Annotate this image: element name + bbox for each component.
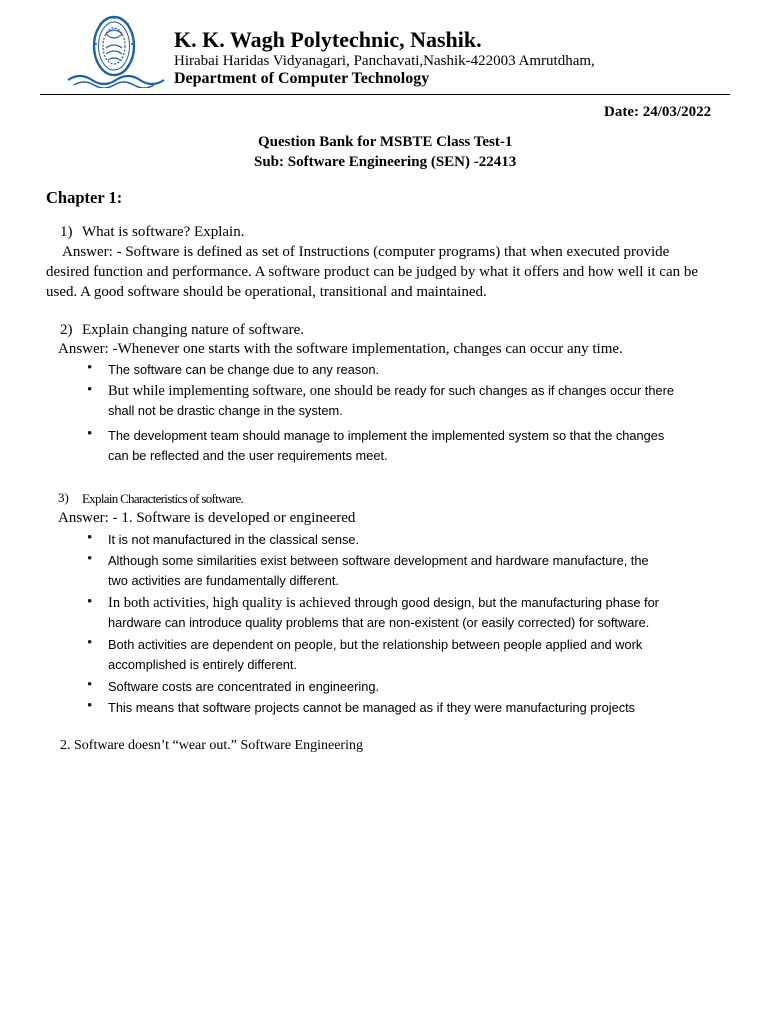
bullet-dot: • — [87, 551, 93, 567]
q1-answer-line-1: Answer: - Software is defined as set of Instructions (computer programs) that when executed provide — [62, 244, 670, 260]
q2-question: Explain changing nature of software. — [82, 322, 305, 338]
document-date: Date: 24/03/2022 — [604, 104, 712, 120]
department-name: Department of Computer Technology — [174, 70, 430, 87]
q2-bullet-2-line-2: shall not be drastic change in the system. — [108, 403, 343, 418]
q3-bullet-3 — [108, 593, 738, 633]
q3-bullet-3-part-b: through good design, but the manufacturing phase for — [354, 595, 659, 610]
bullet-dot: • — [87, 594, 93, 610]
q3-bullet-4-line-1: Both activities are dependent on people, but the relationship between people applied and work — [108, 637, 643, 652]
q2-bullet-3-line-1: The development team should manage to implement the implemented system so that the changes — [108, 428, 665, 443]
q2-answer: Answer: -Whenever one starts with the software implementation, changes can occur any time. — [58, 341, 623, 357]
college-seal-logo-icon — [60, 14, 168, 88]
q2-number: 2) — [60, 322, 73, 338]
q3-bullet-1: It is not manufactured in the classical sense. — [108, 532, 360, 547]
q3-answer: Answer: - 1. Software is developed or engineered — [58, 510, 356, 526]
q2-bullet-2-part-a: But while implementing software, one should — [108, 383, 377, 399]
document-title: Question Bank for MSBTE Class Test-1 — [258, 134, 513, 150]
q3-bullet-4-line-2: accomplished is entirely different. — [108, 657, 297, 672]
q3-bullet-2-line-1: Although some similarities exist between software development and hardware manufacture, the — [108, 553, 649, 568]
q2-bullet-1: The software can be change due to any reason. — [108, 362, 380, 377]
bullet-dot: • — [87, 382, 93, 398]
header-divider — [40, 94, 730, 95]
institute-address: Hirabai Haridas Vidyanagari, Panchavati,Nashik-422003 Amrutdham, — [174, 53, 595, 69]
q1-answer-line-2: desired function and performance. A software product can be judged by what it offers and how well it can be — [46, 264, 699, 280]
q1-number: 1) — [60, 224, 73, 240]
document-subject: Sub: Software Engineering (SEN) -22413 — [254, 154, 517, 170]
bullet-dot: • — [87, 426, 93, 442]
q2-bullet-2 — [108, 381, 738, 421]
q3-question: Explain Characteristics of software. — [82, 491, 244, 506]
chapter-heading: Chapter 1: — [46, 188, 123, 207]
bullet-dot: • — [87, 677, 93, 693]
q2-bullet-2-part-b: be ready for such changes as if changes occur there — [376, 383, 674, 398]
q3-bullet-5: Software costs are concentrated in engineering. — [108, 679, 380, 694]
q3-bullet-2 — [108, 551, 738, 591]
institute-name: K. K. Wagh Polytechnic, Nashik. — [174, 27, 482, 52]
bullet-dot: • — [87, 530, 93, 546]
q3-bullet-3-part-a: In both activities, high quality is achieved — [108, 595, 355, 611]
bullet-dot: • — [87, 360, 93, 376]
q3-bullet-3-line-2: hardware can introduce quality problems that are non-existent (or easily corrected) for software. — [108, 615, 650, 630]
q3-bullet-2-line-2: two activities are fundamentally different. — [108, 573, 339, 588]
q3-number: 3) — [58, 490, 69, 505]
q1-answer-line-3: used. A good software should be operational, transitional and maintained. — [46, 284, 487, 300]
bullet-dot: • — [87, 698, 93, 714]
q3-bullet-6: This means that software projects cannot be managed as if they were manufacturing projects — [108, 700, 636, 715]
q2-bullet-3-line-2: can be reflected and the user requirements meet. — [108, 448, 388, 463]
point-2-text: 2. Software doesn’t “wear out.” Software Engineering — [60, 738, 363, 753]
q3-bullet-4 — [108, 635, 738, 675]
q1-question: What is software? Explain. — [82, 224, 245, 240]
bullet-dot: • — [87, 635, 93, 651]
q2-bullet-3 — [108, 426, 738, 466]
